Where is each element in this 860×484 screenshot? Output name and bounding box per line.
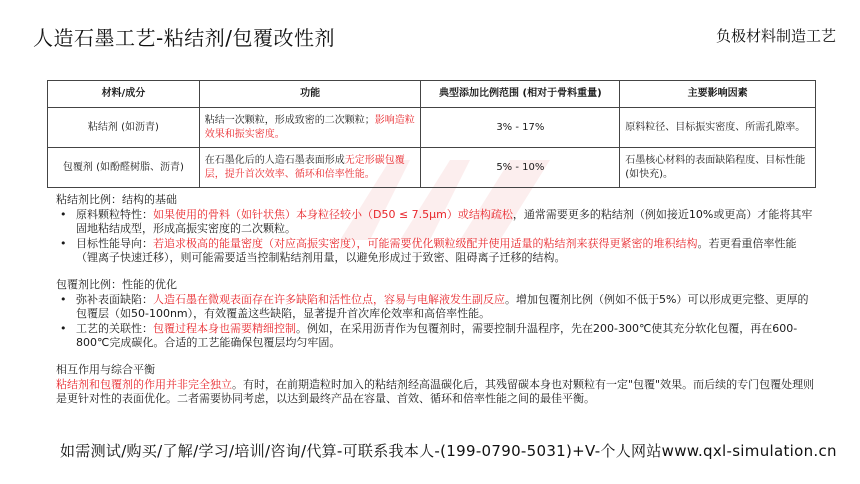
table-row xyxy=(48,108,816,148)
function-highlight: 影响造粒效果和振实密度。 xyxy=(204,114,415,140)
bullet-icon: • xyxy=(60,236,67,250)
binder-list xyxy=(56,208,816,266)
item-label: 原料颗粒特性： xyxy=(76,207,153,221)
page-subtitle: 负极材料制造工艺 xyxy=(715,27,836,45)
table-cell-ratio: 3% - 17% xyxy=(421,108,620,148)
table-header: 典型添加比例范围 (相对于骨料重量) xyxy=(421,81,620,108)
table-cell-function xyxy=(199,108,421,148)
item-label: 工艺的关联性： xyxy=(76,321,153,335)
table-header: 主要影响因素 xyxy=(620,81,816,108)
coating-list xyxy=(56,293,816,351)
item-label: 弥补表面缺陷： xyxy=(76,292,153,306)
section-title-interaction: 相互作用与综合平衡 xyxy=(56,362,155,376)
function-text: 在石墨化后的人造石墨表面形成 xyxy=(204,154,345,166)
table-header-row xyxy=(48,81,816,108)
interaction-paragraph xyxy=(56,378,816,407)
list-item xyxy=(56,322,816,351)
contact-footer: 如需测试/购买/了解/学习/培训/咨询/代算-可联系我本人-(199-0790-5031)+V-个人网站www.qxl-simulation.cn xyxy=(60,442,837,460)
table-cell-material: 包覆剂 (如酚醛树脂、沥青) xyxy=(48,148,200,188)
item-text: ，通常需要更多的粘结剂（例如接近10%或更高）才能将其牢固地粘结成型，形成高振实密度的二次颗粒。 xyxy=(76,207,813,236)
section-title-coating: 包覆剂比例：性能的优化 xyxy=(56,277,177,291)
item-highlight: 包覆过程本身也需要精细控制 xyxy=(153,321,296,335)
function-text: 粘结一次颗粒，形成致密的二次颗粒； xyxy=(204,114,375,126)
table-cell-function xyxy=(199,148,421,188)
item-label: 目标性能导向： xyxy=(76,236,153,250)
list-item xyxy=(56,208,816,237)
bullet-icon: • xyxy=(60,207,67,221)
list-item xyxy=(56,293,816,322)
table-cell-material: 粘结剂 (如沥青) xyxy=(48,108,200,148)
list-item xyxy=(56,237,816,266)
item-highlight: 若追求极高的能量密度（对应高振实密度），可能需要优化颗粒级配并使用适量的粘结剂来获得更紧密的堆积结构 xyxy=(153,236,698,250)
table-cell-factors: 原料粒径、目标振实密度、所需孔隙率。 xyxy=(620,108,816,148)
table-header: 材料/成分 xyxy=(48,81,200,108)
section-title-binder: 粘结剂比例：结构的基础 xyxy=(56,193,177,206)
interaction-text: 。有时，在前期造粒时加入的粘结剂经高温碳化后，其残留碳本身也对颗粒有一定"包覆"效果。而后续的专门包覆处理则是更针对性的表面优化。二者需要协同考虑，以达到最终产品在容量、首效、循环和倍率性能之间的最佳平衡。 xyxy=(56,377,815,406)
item-text: 。例如，在采用沥青作为包覆剂时，需要控制升温程序，先在200-300℃使其充分软化包覆，再在600-800℃完成碳化。合适的工艺能确保包覆层均匀牢固。 xyxy=(76,321,798,350)
table-row xyxy=(48,148,816,188)
interaction-highlight: 粘结剂和包覆剂的作用并非完全独立 xyxy=(56,377,232,391)
table-header: 功能 xyxy=(199,81,421,108)
function-highlight: 无定形碳包覆层，提升首次效率、循环和倍率性能。 xyxy=(204,154,405,180)
item-highlight: 如果使用的骨料（如针状焦）本身粒径较小（D50 ≤ 7.5μm）或结构疏松 xyxy=(153,207,513,221)
item-text: 。若更看重倍率性能（锂离子快速迁移），则可能需要适当控制粘结剂用量，以避免形成过于致密、阻碍离子迁移的结构。 xyxy=(76,236,797,265)
body-content xyxy=(56,193,816,407)
item-highlight: 人造石墨在微观表面存在许多缺陷和活性位点，容易与电解液发生副反应 xyxy=(153,292,505,306)
additive-table xyxy=(47,80,816,188)
table-cell-ratio: 5% - 10% xyxy=(421,148,620,188)
page-title: 人造石墨工艺-粘结剂/包覆改性剂 xyxy=(33,26,335,50)
bullet-icon: • xyxy=(60,321,67,335)
bullet-icon: • xyxy=(60,292,67,306)
table-cell-factors: 石墨核心材料的表面缺陷程度、目标性能 (如快充)。 xyxy=(620,148,816,188)
item-text: 。增加包覆剂比例（例如不低于5%）可以形成更完整、更厚的包覆层（如50-100nm），有效覆盖这些缺陷，显著提升首次库伦效率和高倍率性能。 xyxy=(76,292,809,321)
